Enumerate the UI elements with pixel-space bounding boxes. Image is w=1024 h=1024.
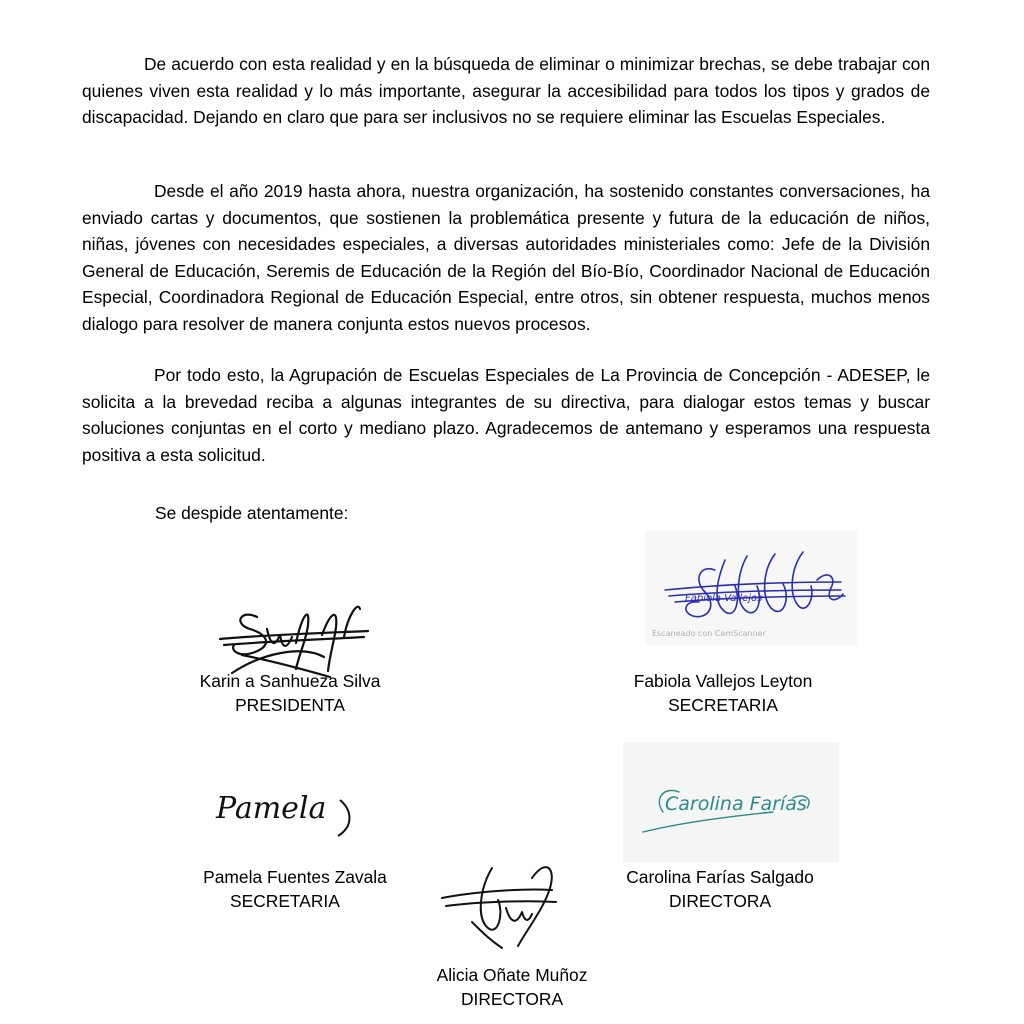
closing-salutation: Se despide atentamente: — [155, 503, 349, 523]
signatory-alicia — [422, 963, 602, 1011]
signature-pamela-text: Pamela — [216, 791, 327, 826]
signature-fabiola-text: Fabiola Vallejos — [685, 593, 763, 604]
signatory-fabiola — [618, 669, 828, 717]
signatory-carolina — [618, 865, 822, 913]
signature-karina-image — [212, 595, 372, 680]
signature-carolina-image — [623, 742, 839, 862]
body-paragraph-3 — [82, 362, 930, 468]
signature-alicia-image — [432, 848, 572, 953]
signatory-name: Fabiola Vallejos Leyton — [633, 671, 813, 691]
body-paragraph-1 — [82, 51, 930, 131]
signatory-karina — [195, 669, 385, 717]
body-paragraph-2 — [82, 178, 930, 338]
signatory-role: SECRETARIA — [230, 891, 340, 911]
body-paragraph-1-text: De acuerdo con esta realidad y en la búsqueda de eliminar o minimizar brechas, se debe trabajar con quienes viven esta realidad y lo más importante, asegurar la accesibilidad para todos los tipos y grados de discapacidad. Dejando en claro que para ser inclusivos no se requiere eliminar las Escuelas Especiales. — [82, 54, 930, 128]
body-paragraph-2-text: Desde el año 2019 hasta ahora, nuestra organización, ha sostenido constantes conversaciones, ha enviado cartas y documentos, que sostienen la problemática presente y futura de la educación de niños, niñas, jóvenes con necesidades especiales, a diversas autoridades ministeriales como: Jefe de la División General de Educación, Seremis de Educación de la Región del Bío-Bío, Coordinador Nacional de Educación Especial, Coordinadora Regional de Educación Especial, entre otros, sin obtener respuesta, muchos menos dialogo para resolver de manera conjunta estos nuevos procesos. — [82, 181, 930, 334]
signatory-role: PRESIDENTA — [235, 695, 345, 715]
scanner-watermark-text: Escaneado con CamScanner — [652, 629, 766, 638]
signatory-role: DIRECTORA — [460, 989, 564, 1009]
signatory-role: SECRETARIA — [668, 695, 778, 715]
body-paragraph-3-text: Por todo esto, la Agrupación de Escuelas Especiales de La Provincia de Concepción - ADESEP, le solicita a la brevedad reciba a algunas integrantes de su directiva, para dialogar estos temas y buscar soluciones conjuntas en el corto y mediano plazo. Agradecemos de antemano y esperamos una respuesta positiva a esta solicitud. — [82, 365, 930, 465]
signatory-name: Karin a Sanhueza Silva — [199, 671, 381, 691]
scanner-watermark — [652, 629, 766, 638]
signatory-name: Pamela Fuentes Zavala — [203, 867, 387, 887]
signatory-name: Alicia Oñate Muñoz — [436, 965, 588, 985]
signature-carolina-text: Carolina Farías — [665, 793, 807, 815]
signatory-pamela — [195, 865, 395, 913]
signatory-role: DIRECTORA — [668, 891, 772, 911]
signatory-name: Carolina Farías Salgado — [626, 867, 814, 887]
signature-fabiola-image — [645, 530, 857, 645]
signature-pamela-image — [210, 770, 360, 845]
